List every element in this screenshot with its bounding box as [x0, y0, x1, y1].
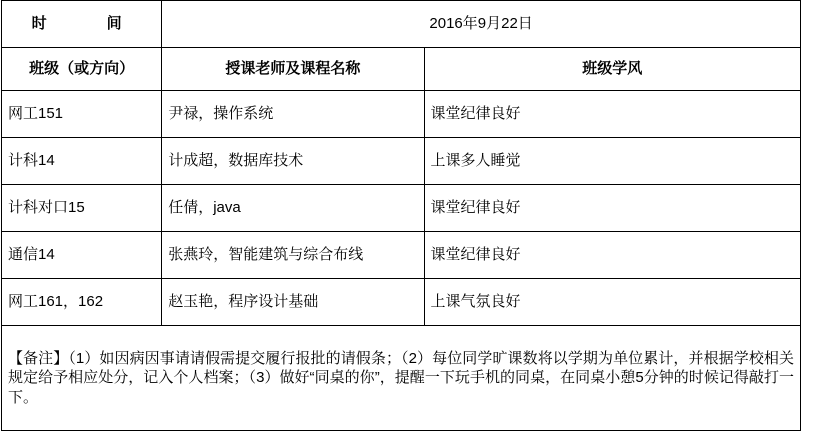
column-header-class: 班级（或方向）: [2, 48, 162, 91]
time-label-cell: 时 间: [2, 1, 162, 48]
table-row: [2, 138, 801, 185]
cell-class-style: 课堂纪律良好: [424, 91, 800, 138]
table-row: [2, 91, 801, 138]
table-row: [2, 279, 801, 326]
note-text: 【备注】（1）如因病因事请请假需提交履行报批的请假条；（2）每位同学旷课数将以学期为单位累计，并根据学校相关规定给予相应处分，记入个人档案；（3）做好“同桌的你”，提醒一下玩手机的同桌，在同桌小憩5分钟的时候记得敲打一下。: [8, 349, 794, 406]
cell-class-style: 课堂纪律良好: [424, 232, 800, 279]
table-header-row: [2, 48, 801, 91]
cell-class-style: 上课气氛良好: [424, 279, 800, 326]
table-row-note: [2, 326, 801, 431]
attendance-table: [1, 0, 801, 431]
table-row: [2, 185, 801, 232]
note-cell: [2, 326, 801, 431]
date-cell: 2016年9月22日: [162, 1, 801, 48]
cell-class-style: 上课多人睡觉: [424, 138, 800, 185]
cell-teacher-course: 计成超，数据库技术: [162, 138, 424, 185]
cell-teacher-course: 尹禄，操作系统: [162, 91, 424, 138]
cell-class: 计科14: [2, 138, 162, 185]
cell-class: 计科对口15: [2, 185, 162, 232]
cell-class-style: 课堂纪律良好: [424, 185, 800, 232]
cell-class: 网工161，162: [2, 279, 162, 326]
cell-teacher-course: 赵玉艳，程序设计基础: [162, 279, 424, 326]
column-header-teacher-course: 授课老师及课程名称: [162, 48, 424, 91]
cell-class: 通信14: [2, 232, 162, 279]
cell-teacher-course: 张燕玲，智能建筑与综合布线: [162, 232, 424, 279]
column-header-class-style: 班级学风: [424, 48, 800, 91]
cell-class: 网工151: [2, 91, 162, 138]
cell-teacher-course: 任倩，java: [162, 185, 424, 232]
table-row-title: [2, 1, 801, 48]
table-row: [2, 232, 801, 279]
